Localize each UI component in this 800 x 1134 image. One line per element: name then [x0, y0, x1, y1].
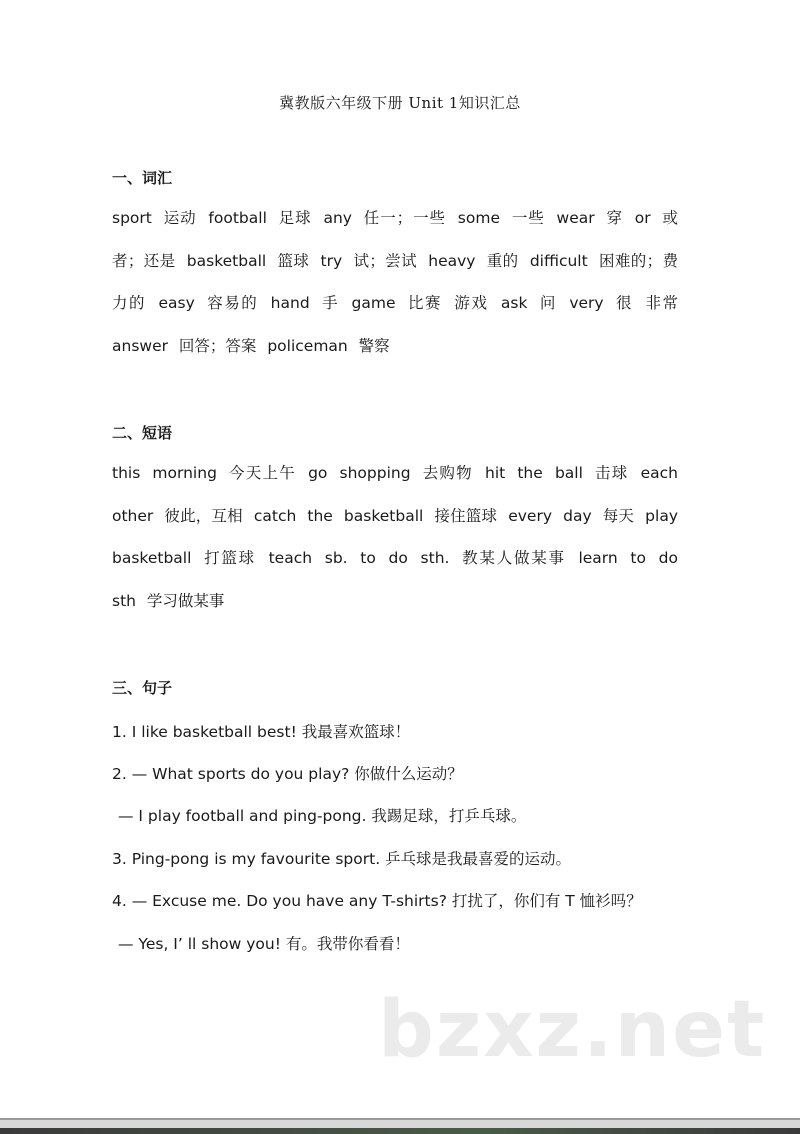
viewer-bottom-strip	[0, 1128, 800, 1134]
phrases-paragraph: this morning 今天上午 go shopping 去购物 hit the ball 击球 each other 彼此，互相 catch the basketball 接住篮球 every day 每天 play basketball 打篮球 teach sb. to do sth. 教某人做某事 learn to do sth 学习做某事	[112, 464, 678, 610]
sentence-line: 4. — Excuse me. Do you have any T-shirts? 打扰了，你们有 T 恤衫吗？	[112, 892, 642, 910]
sentence-line: — Yes, I’ ll show you! 有。我带你看看！	[118, 935, 410, 953]
sentence-line: 1. I like basketball best! 我最喜欢篮球！	[112, 723, 411, 741]
page-title: 冀教版六年级下册 Unit 1知识汇总	[279, 94, 521, 112]
sentence-line: — I play football and ping-pong. 我踢足球，打乒乓球。	[118, 807, 527, 825]
section-heading-sentences: 三、句子	[112, 679, 173, 697]
watermark: bzxz.net	[378, 985, 767, 1075]
sentence-line: 2. — What sports do you play? 你做什么运动？	[112, 765, 463, 783]
section-heading-vocabulary: 一、词汇	[112, 169, 173, 187]
sentence-line: 3. Ping-pong is my favourite sport. 乒乓球是我最喜爱的运动。	[112, 850, 572, 868]
vocabulary-paragraph: sport 运动 football 足球 any 任一；一些 some 一些 wear 穿 or 或者；还是 basketball 篮球 try 试；尝试 heavy 重的 difficult 困难的；费力的 easy 容易的 hand 手 game 比赛 游戏 ask 问 very 很 非常 answer 回答；答案 policeman 警察	[112, 209, 678, 355]
section-heading-phrases: 二、短语	[112, 424, 173, 442]
